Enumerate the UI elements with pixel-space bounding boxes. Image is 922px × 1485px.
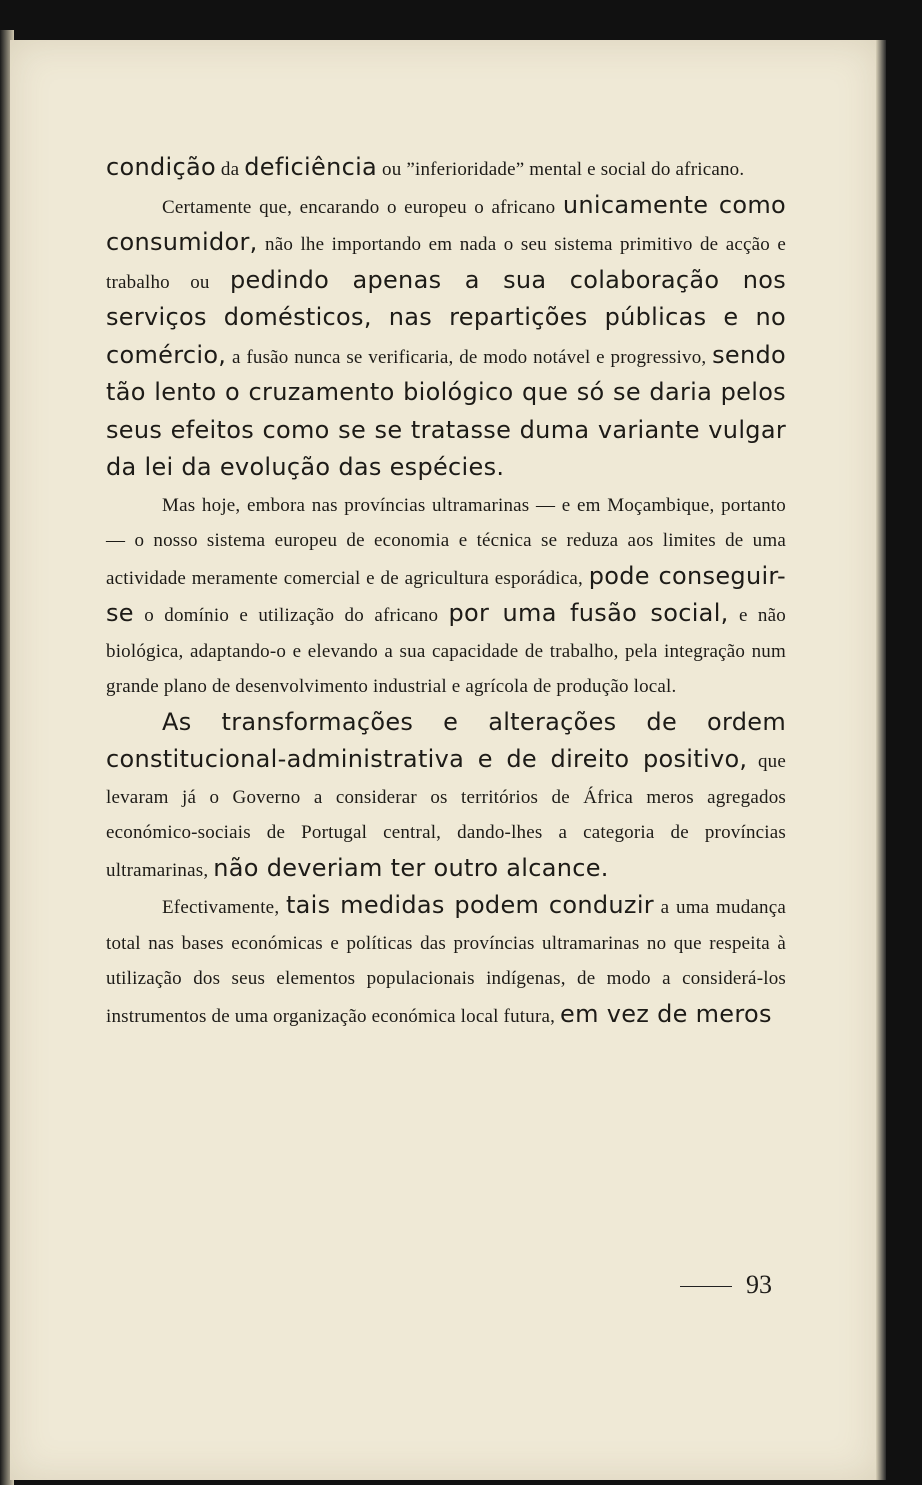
text-segment: Efectivamente, bbox=[162, 897, 286, 918]
footer-rule bbox=[680, 1286, 732, 1287]
paragraph-5 bbox=[106, 888, 786, 1034]
text-segment: a uma mudança total nas bases económicas e políticas das províncias ultramarinas no que respeita à utilização dos seus elementos populacionais indígenas, de modo a considerá-los instrumentos de uma organização económica local futura, bbox=[106, 897, 786, 1027]
text-segment: condição bbox=[106, 153, 216, 181]
text-segment: não deveriam ter outro alcance. bbox=[213, 853, 609, 882]
text-segment: não lhe importando em nada o seu sistema primitivo de acção e trabalho ou bbox=[106, 234, 786, 293]
text-segment: pode conseguir-se bbox=[106, 561, 787, 627]
paragraph-2 bbox=[106, 188, 786, 488]
page-footer bbox=[680, 1270, 780, 1300]
page-right-edge bbox=[876, 40, 886, 1480]
text-segment: da bbox=[215, 159, 245, 180]
page-number: 93 bbox=[746, 1270, 772, 1299]
paragraph-1 bbox=[106, 150, 786, 188]
text-segment: o domínio e utilização do africano bbox=[133, 605, 449, 626]
text-segment: unicamente como consumidor, bbox=[106, 190, 787, 256]
text-segment: deficiência bbox=[244, 153, 378, 181]
text-segment: a fusão nunca se verificaria, de modo notável e progressivo, bbox=[226, 346, 713, 368]
text-segment: As transformações e alterações de ordem constitucional-administrativa e de direito positivo, bbox=[106, 707, 786, 773]
text-segment: por uma fusão social, bbox=[448, 599, 729, 627]
text-segment: ou ”inferioridade” mental e social do africano. bbox=[377, 159, 745, 180]
text-segment: tais medidas podem conduzir bbox=[285, 891, 654, 919]
text-segment: que levaram já o Governo a considerar os territórios de África meros agregados económico-sociais de Portugal central, dando-lhes a categoria de províncias ultramarinas, bbox=[106, 751, 787, 881]
paragraph-4 bbox=[106, 705, 786, 889]
text-segment: pedindo apenas a sua colaboração nos serviços domésticos, nas repartições públicas e no comércio, bbox=[106, 265, 787, 369]
text-segment: Certamente que, encarando o europeu o africano bbox=[162, 196, 563, 218]
text-segment: Mas hoje, embora nas províncias ultramarinas — e em Moçambique, portanto — o nosso sistema europeu de economia e técnica se reduza aos limites de uma actividade meramente comercial e de agricultura esporádica, bbox=[106, 494, 786, 589]
text-segment: em vez de meros bbox=[560, 999, 772, 1028]
paragraph-3 bbox=[106, 488, 786, 705]
body-text bbox=[106, 150, 786, 1034]
text-segment: e não biológica, adaptando-o e elevando a sua capacidade de trabalho, pela integração num grande plano de desenvolvimento industrial e agrícola de produção local. bbox=[106, 605, 786, 697]
text-segment: sendo tão lento o cruzamento biológico que só se daria pelos seus efeitos como se se tratasse duma variante vulgar da lei da evolução das espécies. bbox=[106, 340, 786, 481]
